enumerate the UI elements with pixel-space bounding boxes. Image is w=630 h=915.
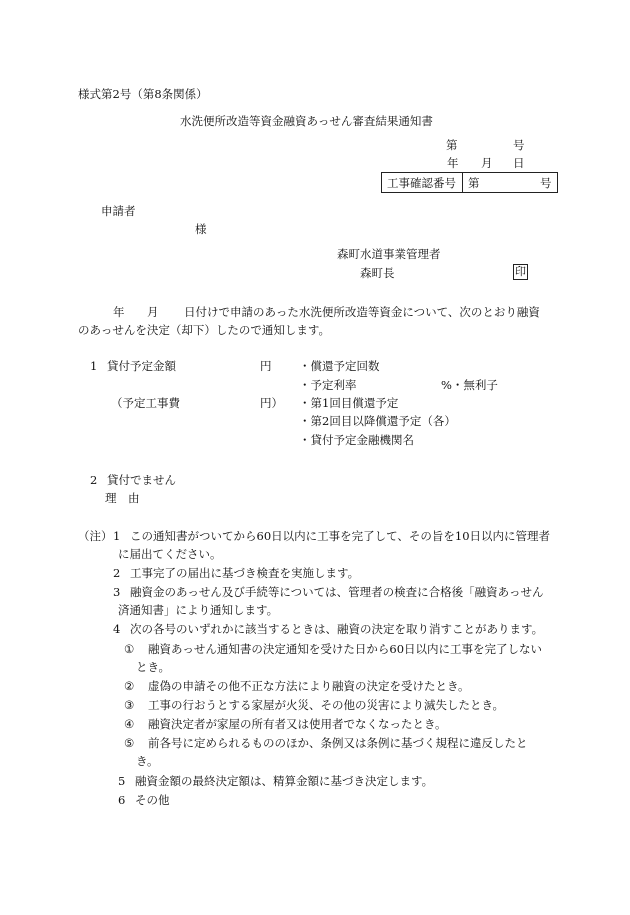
body-line2: のあっせんを決定（却下）したので通知します。 [78, 323, 330, 337]
note5-number: 5 [118, 774, 126, 788]
section2-number: 2 [90, 473, 98, 487]
sub5-number: ⑤ [124, 736, 135, 750]
sub2-number: ② [124, 679, 135, 693]
note1-line2: に届出てください。 [118, 547, 222, 561]
kouji-number-dai: 第 [468, 176, 480, 190]
kouji-box-divider [462, 172, 463, 193]
date-year: 年 [447, 156, 459, 170]
applicant-sama: 様 [195, 222, 207, 236]
note3-line2: 済通知書」により通知します。 [118, 603, 279, 617]
loan-amount-label: 貸付予定金額 [107, 359, 176, 373]
note1-number: 1 [113, 529, 121, 543]
seal-mark: 印 [515, 265, 526, 278]
note4-text: 次の各号のいずれかに該当するときは、融資の決定を取り消すことがあります。 [130, 622, 544, 636]
body-month: 月 [147, 305, 159, 319]
planned-rate: ・予定利率 [299, 378, 357, 392]
doc-number-go: 号 [513, 138, 525, 152]
document-title: 水洗便所改造等資金融資あっせん審査結果通知書 [180, 114, 433, 128]
repayment-count: ・償還予定回数 [299, 359, 380, 373]
subsequent-repayment: ・第2回目以降償還予定（各） [299, 414, 456, 428]
sub3-line1: 工事の行おうとする家屋が火災、その他の災害により滅失したとき。 [148, 698, 505, 712]
sub1-number: ① [124, 642, 135, 656]
note2-text: 工事完了の届出に基づき検査を実施します。 [130, 566, 360, 580]
sub4-number: ④ [124, 717, 135, 731]
body-year: 年 [113, 305, 125, 319]
kouji-number-label: 工事確認番号 [387, 176, 456, 190]
rate-suffix: %・無利子 [441, 378, 498, 392]
date-month: 月 [481, 156, 493, 170]
no-loan-label: 貸付でません [107, 473, 176, 487]
note4-number: 4 [113, 622, 121, 636]
issuer-name: 森町長 [360, 266, 395, 280]
sub1-line1: 融資あっせん通知書の決定通知を受けた日から60日以内に工事を完了しない [148, 642, 543, 656]
loan-amount-yen: 円 [260, 359, 272, 373]
form-id: 様式第2号（第8条関係） [78, 87, 208, 101]
kouji-number-go: 号 [540, 176, 552, 190]
note3-line1: 融資金のあっせん及び手続等については、管理者の検査に合格後「融資あっせん [130, 585, 544, 599]
doc-number-dai: 第 [446, 138, 458, 152]
sub5-line2: き。 [136, 754, 159, 768]
reason-label: 理 由 [105, 491, 140, 505]
first-repayment: ・第1回目償還予定 [299, 396, 399, 410]
applicant-label: 申請者 [101, 204, 136, 218]
sub1-line2: とき。 [136, 660, 171, 674]
sub3-number: ③ [124, 698, 135, 712]
note6-text: その他 [135, 793, 170, 807]
issuer-org: 森町水道事業管理者 [337, 247, 441, 261]
note3-number: 3 [113, 585, 121, 599]
planned-cost-yen: 円） [260, 396, 283, 410]
planned-cost-label: （予定工事費 [111, 396, 180, 410]
sub2-line1: 虚偽の申請その他不正な方法により融資の決定を受けたとき。 [148, 679, 470, 693]
note6-number: 6 [118, 793, 126, 807]
note5-text: 融資金額の最終決定額は、精算金額に基づき決定します。 [135, 774, 434, 788]
sub5-line1: 前各号に定められるもののほか、条例又は条例に基づく規程に違反したと [148, 736, 528, 750]
section1-number: 1 [90, 359, 98, 373]
note2-number: 2 [113, 566, 121, 580]
notes-label: （注） [78, 529, 113, 543]
date-day: 日 [513, 156, 525, 170]
body-line1: 日付けで申請のあった水洗便所改造等資金について、次のとおり融資 [184, 305, 540, 319]
sub4-line1: 融資決定者が家屋の所有者又は使用者でなくなったとき。 [148, 717, 447, 731]
note1-line1: この通知書がついてから60日以内に工事を完了して、その旨を10日以内に管理者 [130, 529, 551, 543]
loan-institution: ・貸付予定金融機関名 [299, 433, 414, 447]
